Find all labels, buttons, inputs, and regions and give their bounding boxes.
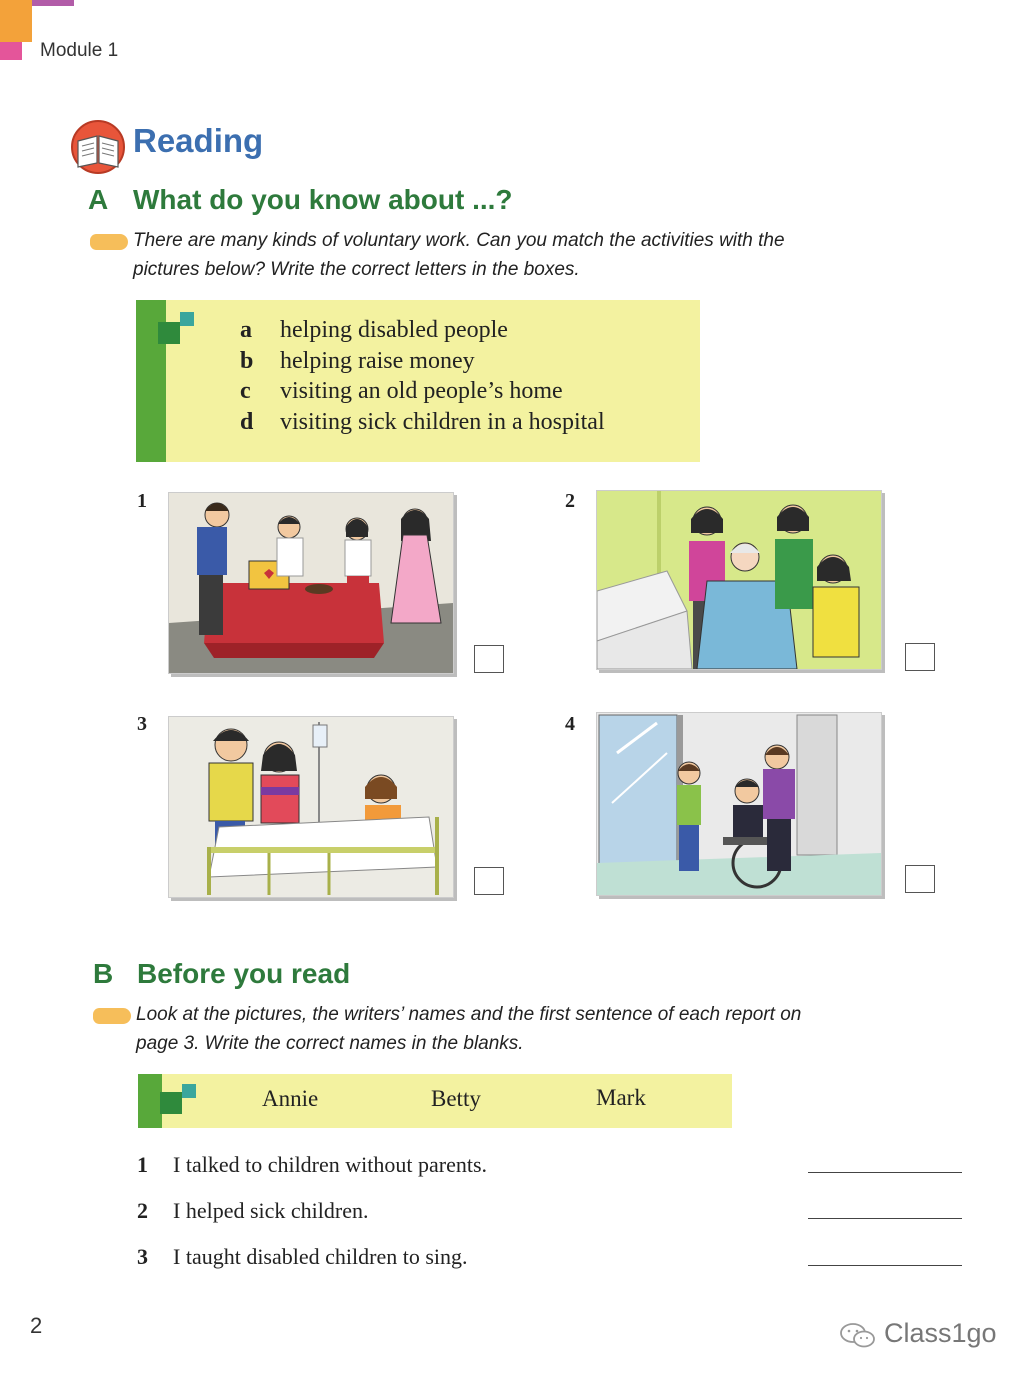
old-peoples-home-illustration	[596, 490, 882, 670]
option-c: c visiting an old people’s home	[240, 378, 563, 404]
section-b-instruction-line-1: Look at the pictures, the writers’ names and the first sentence of each report on	[136, 1004, 802, 1025]
decorative-square	[180, 312, 194, 326]
section-a-title: What do you know about ...?	[133, 184, 513, 215]
decorative-square	[158, 322, 180, 344]
answer-blank-2[interactable]	[808, 1218, 962, 1219]
wheelchair-helping-illustration	[596, 712, 882, 896]
answer-box-3[interactable]	[474, 867, 504, 895]
corner-decoration-violet	[32, 0, 74, 6]
hospital-visit-illustration	[168, 716, 454, 898]
section-a-instruction-line-2: pictures below? Write the correct letters in the boxes.	[133, 259, 580, 280]
answer-blank-3[interactable]	[808, 1265, 962, 1266]
picture-number-1: 1	[137, 490, 147, 512]
module-label: Module 1	[40, 40, 119, 61]
instruction-marker	[93, 1008, 131, 1024]
name-mark: Mark	[596, 1085, 646, 1110]
corner-decoration-orange	[0, 0, 32, 42]
sentence-1: 1 I talked to children without parents.	[137, 1152, 488, 1177]
answer-box-4[interactable]	[905, 865, 935, 893]
corner-decoration-pink	[0, 42, 22, 60]
section-b-title: Before you read	[137, 958, 351, 989]
instruction-marker	[90, 234, 128, 250]
option-d: d visiting sick children in a hospital	[240, 409, 605, 435]
page-number: 2	[30, 1313, 43, 1338]
wechat-icon	[838, 1320, 878, 1350]
section-b-letter: B	[93, 958, 114, 989]
watermark-text: Class1go	[884, 1318, 997, 1348]
section-a-instruction-line-1: There are many kinds of voluntary work. Can you match the activities with the	[133, 230, 785, 251]
answer-blank-1[interactable]	[808, 1172, 962, 1173]
section-a-letter: A	[88, 184, 109, 215]
decorative-square	[160, 1092, 182, 1114]
picture-number-4: 4	[565, 713, 575, 735]
answer-box-2[interactable]	[905, 643, 935, 671]
answer-box-1[interactable]	[474, 645, 504, 673]
open-book-icon	[70, 119, 126, 175]
name-annie: Annie	[262, 1086, 319, 1111]
fundraising-table-illustration	[168, 492, 454, 674]
option-b: b helping raise money	[240, 348, 475, 374]
section-title-reading: Reading	[133, 122, 264, 159]
section-b-instruction-line-2: page 3. Write the correct names in the blanks.	[136, 1033, 524, 1054]
picture-number-3: 3	[137, 713, 147, 735]
sentence-2: 2 I helped sick children.	[137, 1198, 369, 1223]
sentence-3: 3 I taught disabled children to sing.	[137, 1244, 468, 1269]
names-box-bar	[138, 1074, 162, 1128]
option-a: a helping disabled people	[240, 317, 508, 343]
name-betty: Betty	[431, 1086, 481, 1111]
picture-number-2: 2	[565, 490, 575, 512]
decorative-square	[182, 1084, 196, 1098]
